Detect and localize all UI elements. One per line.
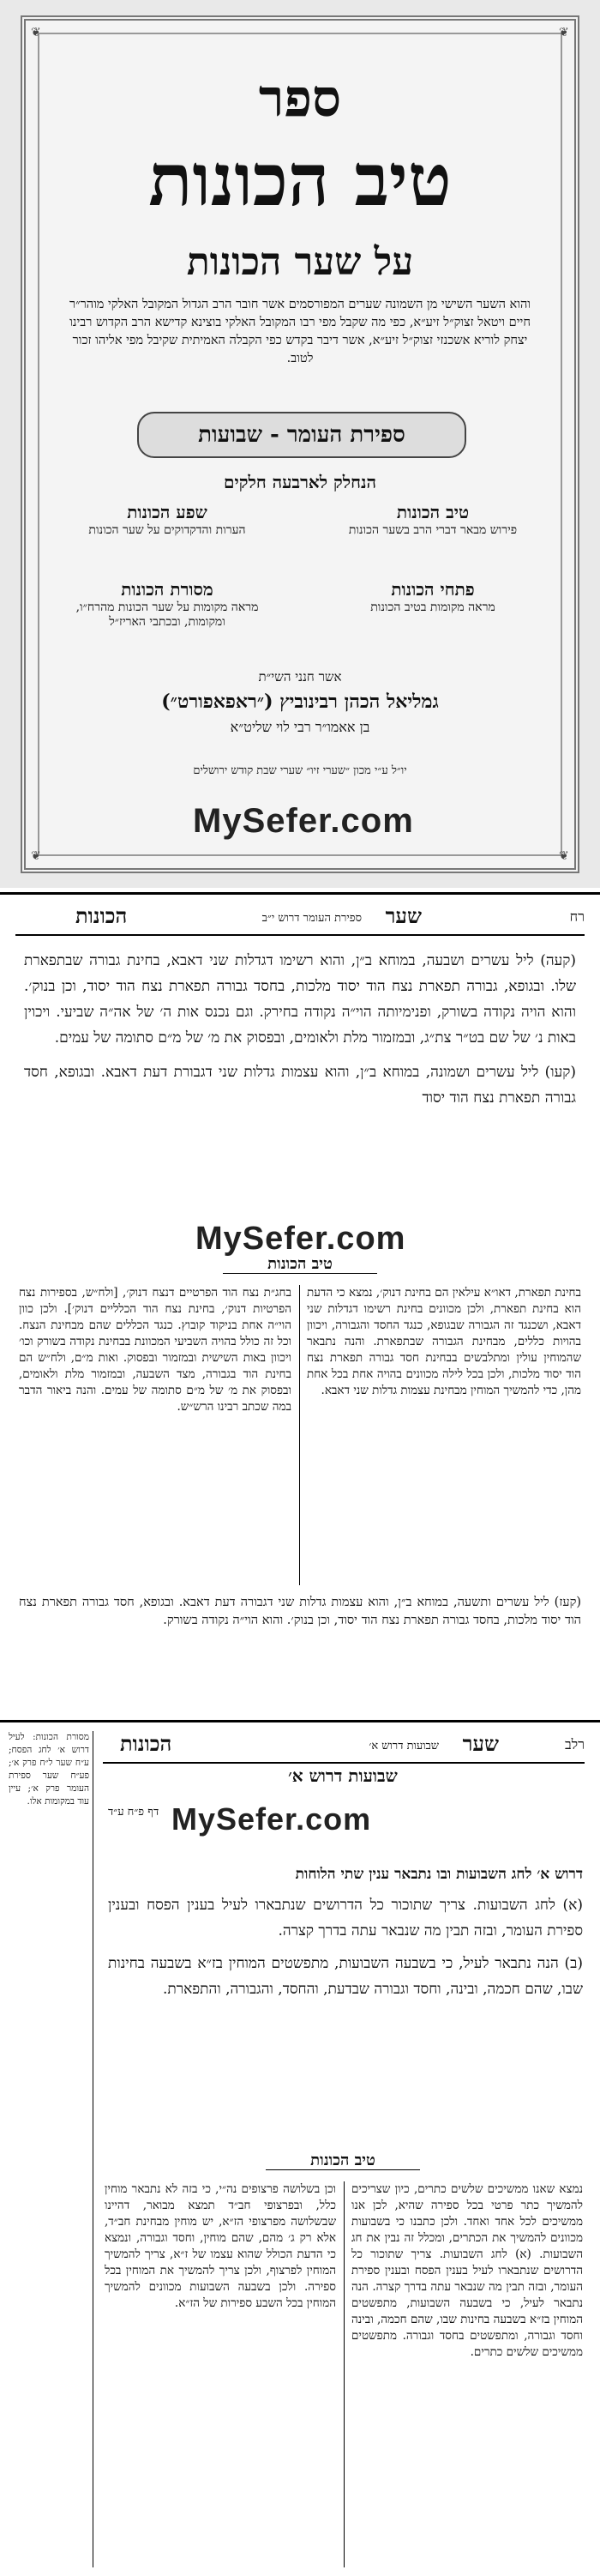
corner-ornament-icon: ❦ (559, 26, 569, 39)
author-name: גמליאל הכהן רבינוביץ (״ראפאפורט״) (161, 691, 439, 713)
part-name: פתחי הכונות (391, 579, 475, 600)
divided-heading: הנחלק לארבעה חלקים (224, 472, 376, 492)
paragraph: (א) לחג השבועות. צריך שתוכור כל הדרושים שנתבארו לעיל בענין הפסח ובענין ספירת העומר, ובזה תבין מה שנבאר עתה בדרך קצרה. (108, 1897, 583, 1940)
watermark: MySefer.com (195, 1221, 406, 1257)
book-subtitle: על שער הכונות (186, 240, 414, 284)
margin-notes: מסורת הכונות: לעיל דרוש א׳ לחג הפסח; ע״ח שער ל״ח פרק א׳; פע״ח שער ספירת העומר פרק א׳; עיין עוד במקומות אלו. (9, 1732, 89, 1807)
book-page (0, 892, 600, 1718)
page-header (103, 1731, 585, 1764)
column-divider (344, 2181, 345, 2567)
section-banner: ספירת העומר - שבועות (137, 412, 466, 458)
paragraph: (קעה) ליל עשרים ושבעה, במוחא ב״ן, והוא רשימו דגדלות שני דאבא, בחינת גבורה שבתפארת שלו. ובגופא, גבורה תפארת נצח הוד יסוד מלכות, בחסד גבורה תפארת נצח הוד יסוד, וכן בנוק׳. והוא הויה נקודה בשורק, ופנימיותה הוי״ה נקודה בחירק. וגם נכנס אות ה׳ של אה״ה שביעי. ויכוין באות נ׳ של שם בט״ר צת״ג, ובמזמור מלת ולאומים, ובפסוק את מ׳ של מ״ם סתומה של עמים. (24, 952, 576, 1047)
page-number: רח (569, 908, 585, 925)
part-desc: פירוש מבאר דברי הרב בשער הכונות (348, 523, 518, 537)
corner-ornament-icon: ❦ (559, 849, 569, 863)
main-text (24, 948, 576, 1111)
publisher-line: יו״ל ע״י מכון ״שערי זיו״ שערי שבת קודש ירושלים (193, 764, 407, 777)
paragraph: (קעו) ליל עשרים ושמונה, במוחא ב״ן, והוא עצמות גדלות שני דגבורת דעת דאבא. ובגופא, חסד גבורה תפארת נצח הוד יסוד (24, 1064, 576, 1107)
commentary-bottom: (קעז) ליל עשרים ותשעה, במוחא ב״ן, והוא עצמות גדלות שני דגבורה דעת דאבא. ובגופא, חסד גבורה תפארת נצח הוד יסוד מלכות, בחסד גבורה תפארת נצח הוד יסוד, וכן בנוק׳. והוא הוי״ה נקודה בשורק. (19, 1596, 581, 1627)
margin-column (7, 1731, 93, 2567)
commentary-column-left: וכן בשלושה פרצופים נה״י, כי בזה לא נתבאר מוחין כלל, ובפרצופי חב״ד תמצא מבואר, דהיינו שבשלושה מפרצופי הז״א, יש מוחין מבחינת חב״ד, אלא רק ג׳ מהם, שהם מוחין, וחסד וגבורה, ונמצא כי הדעת הכולל שהוא עצמו של ז״א, צריך להמשיך המוחין לפרצוף, ולכן צריך להמשיך את המוחין בכל ספירה. ולכן בשבעה השבועות מכוונים להמשיך המוחין בכל השבע ספירות של הז״א. (105, 2182, 336, 2310)
part-desc: מראה מקומות על שער הכונות מהרח״ו, ומקומות, ובכתבי האריז״ל (75, 600, 259, 629)
commentary-heading: טיב הכונות (266, 2151, 420, 2170)
main-text (108, 1800, 583, 2002)
column-divider (299, 1285, 300, 1585)
paragraph: (ב) הנה נתבאר לעיל, כי בשבעה השבועות, מתפשטים המוחין בז״א בשבעה בחינות שבו, שהם חכמה, ובינה, וחסד וגבורה שבדעת, והחסד, והגבורה, והתפארת. (108, 1955, 583, 1998)
part-desc: הערות והדקדוקים על שער הכונות (88, 523, 246, 537)
pre-title: ספר (258, 69, 342, 129)
page-header (15, 903, 585, 936)
part-name: מסורת הכונות (121, 579, 213, 600)
header-gate: שער (462, 1731, 499, 1756)
part-name: טיב הכונות (396, 502, 470, 522)
part-name: שפע הכונות (127, 502, 207, 522)
commentary-heading: טיב הכונות (223, 1255, 377, 1274)
part-block (334, 579, 531, 615)
book-title: טיב הכונות (148, 137, 452, 222)
section-heading: שבועות דרוש א׳ (288, 1765, 398, 1786)
header-gate: שער (385, 903, 422, 928)
part-block (334, 502, 531, 538)
book-page (0, 1720, 600, 2576)
folio-ref: דף פ״ח ע״ד (108, 1806, 159, 1819)
author-father: בן אאמו״ר רבי לוי שליט״א (230, 719, 370, 735)
part-block (69, 502, 266, 538)
intro-line: דרוש א׳ לחג השבועות ובו נתבאר ענין שתי הלוחות (295, 1866, 583, 1883)
header-book: הכונות (75, 903, 128, 928)
watermark: MySefer.com (193, 802, 414, 840)
corner-ornament-icon: ❦ (31, 849, 41, 863)
header-book: הכונות (120, 1731, 172, 1756)
part-desc: מראה מקומות בטיב הכונות (370, 600, 495, 614)
corner-ornament-icon: ❦ (31, 26, 41, 39)
part-block (69, 579, 266, 630)
commentary-column-right: נמצא שאנו ממשיכים שלשים כתרים, כיון שצריכים להמשיך כתר פרטי בכל ספירה שהיא, לכן אנו ממשיכים לכל אחד ואחד. ולכן כתבנו כי בשבועות מכוונים להמשיך את הכתרים, ומכלל זה נבין את חג השבועות. (א) לחג השבועות. צריך שתוכור כל הדרושים שנתבארו לעיל בענין הפסח ובענין ספירת העומר, ובזה תבין מה שנבאר עתה בדרך קצרה. הנה נתבאר לעיל, כי בשבעה השבועות, מתפשטים המוחין בז״א בשבעה בחינות שבו, שהם חכמה, ובינה וחסד וגבורה, ומתפשטים בחסד וגבורה. מתפשטים ממשיכים שלשים כתרים. (351, 2182, 583, 2359)
commentary-column-left: בחג״ת נצח הוד הפרטיים דנצח דנוק׳, [ולח״ש, בספירות נצח הפרטיות דנוק׳, בחינת נצח הוד הכלליים דנוק׳]. ולכן כוון הוי״ה אחת בניקוד קובוץ. כנגד הכללים שהם מבחינת הנצח. וכל זה כולל בהויה השביעי המכוונת בבחינת נקודה בשורק וכו׳ ויכוון באות השישית ובמזמור ובפסוק. ואות מ״ם, ולח״ש הם בחינת הוד בגבורה, מצד השבעה, ובמזמור מלת ולאומים, ובפסוק את מ׳ של מ״ם סתומה של עמים. והנה ביאור הדבר במה שכתב רבינו הרש״ש. (19, 1286, 291, 1414)
author-line: אשר חנני השי״ת (258, 669, 342, 685)
header-section: ספירת העומר דרוש י״ב (261, 912, 362, 925)
watermark: MySefer.com (171, 1801, 372, 1837)
book-description: והוא השער השישי מן השמונה שערים המפורסמים אשר חובר הרב הגדול המקובל האלקי מוהר״ר חיים ויטאל זצוק״ל זיע״א, כפי מה שקבל מפי רבו המקובל האלקי בוצינא קדישא הרב הקדוש רבינו יצחק לוריא אשכנזי זצוק״ל זיע״א, אשר דיבר בקדש כפי הקבלה האמיתית שקיבל מפי אליהו זכור לטוב. (69, 298, 531, 365)
header-section: שבועות דרוש א׳ (369, 1740, 439, 1753)
page-number: רלב (564, 1736, 585, 1753)
cover-page (0, 0, 600, 888)
commentary-column-right: בחינת תפארת, דאו״א עילאין הם בחינת דנוק׳, נמצא כי הדעת הוא בחינת תפארת, ולכן מכוונים בחינת רשימו דגדלות שני דאבא, ושכנגד זה הגבורה שבגופא, כנגד החסד והגבורה, ויכוון בהויות כללים, מבחינת הגבורה שבתפארת. והנה נתבאר שהמוחין עולין ומתלבשים בבחינת חסד גבורה תפארת נצח הוד יסוד מלכות, ולכן בכל לילה מכוונים בהויה אחת בכל אחת מהן, כדי להמשיך המוחין מבחינת עצמות גדלות שני דאבא. (307, 1286, 581, 1397)
